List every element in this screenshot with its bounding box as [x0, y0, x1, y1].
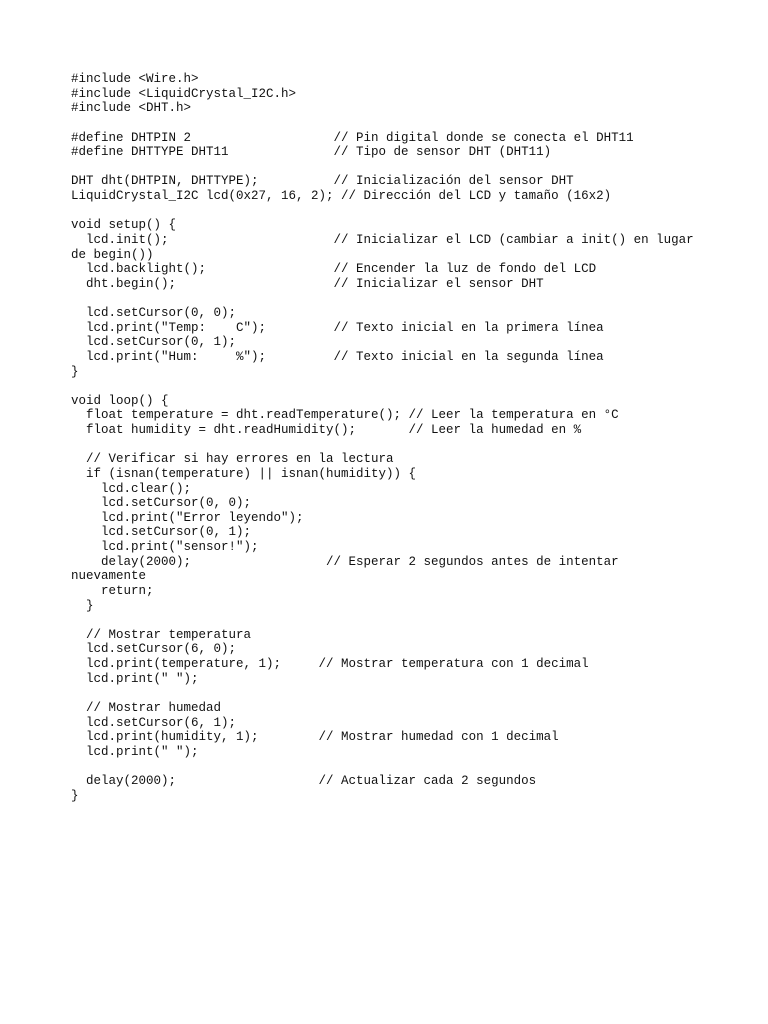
code-line — [71, 379, 694, 394]
code-line: lcd.print(humidity, 1); // Mostrar humedad con 1 decimal — [71, 730, 559, 745]
code-line: #include <LiquidCrystal_I2C.h> — [71, 86, 297, 101]
code-line: if (isnan(temperature) || isnan(humidity)) { — [71, 466, 417, 481]
code-line: lcd.setCursor(0, 0); — [71, 306, 237, 320]
code-line — [71, 160, 694, 175]
code-line: } — [71, 364, 79, 379]
code-line: LiquidCrystal_I2C lcd(0x27, 16, 2); // Dirección del LCD y tamaño (16x2) — [71, 189, 612, 203]
code-line: dht.begin(); // Inicializar el sensor DHT — [71, 276, 544, 291]
code-line: DHT dht(DHTPIN, DHTTYPE); // Inicialización del sensor DHT — [71, 174, 574, 189]
code-line — [71, 116, 694, 131]
code-line: lcd.print(temperature, 1); // Mostrar temperatura con 1 decimal — [71, 657, 589, 671]
code-line: // Mostrar temperatura — [71, 627, 252, 642]
code-line — [71, 438, 694, 453]
code-line: #include <DHT.h> — [71, 101, 192, 116]
code-line: nuevamente — [71, 569, 147, 584]
code-line: // Mostrar humedad — [71, 700, 222, 715]
code-line: #define DHTTYPE DHT11 // Tipo de sensor DHT (DHT11) — [71, 145, 552, 160]
code-line: return; — [71, 583, 154, 598]
code-line: lcd.setCursor(0, 0); — [71, 496, 252, 511]
code-line: lcd.print("sensor!"); — [71, 540, 259, 554]
code-line: lcd.setCursor(6, 0); — [71, 642, 237, 657]
code-line: void loop() { — [71, 393, 169, 408]
code-line: lcd.print("Temp: C"); // Texto inicial en la primera línea — [71, 320, 604, 335]
code-line: lcd.init(); // Inicializar el LCD (cambiar a init() en lugar — [71, 232, 694, 247]
code-line: lcd.print("Hum: %"); // Texto inicial en la segunda línea — [71, 349, 604, 364]
code-line: lcd.setCursor(0, 1); — [71, 525, 252, 540]
code-line: de begin()) — [71, 247, 154, 262]
code-line: float temperature = dht.readTemperature(); // Leer la temperatura en °C — [71, 408, 619, 423]
code-line — [71, 759, 694, 774]
code-line: #include <Wire.h> — [71, 72, 199, 86]
code-line — [71, 291, 694, 306]
code-line: } — [71, 788, 79, 803]
code-line: lcd.print(" "); — [71, 744, 199, 759]
code-line: lcd.setCursor(0, 1); — [71, 335, 237, 350]
code-line: float humidity = dht.readHumidity(); // Leer la humedad en % — [71, 423, 582, 437]
code-line: lcd.setCursor(6, 1); — [71, 715, 237, 730]
code-line: #define DHTPIN 2 // Pin digital donde se conecta el DHT11 — [71, 130, 634, 145]
code-line: delay(2000); // Esperar 2 segundos antes de intentar — [71, 554, 619, 569]
code-line: delay(2000); // Actualizar cada 2 segundos — [71, 774, 537, 788]
code-line: lcd.print(" "); — [71, 671, 199, 686]
code-line — [71, 686, 694, 701]
code-line: } — [71, 598, 94, 613]
code-line: void setup() { — [71, 218, 177, 233]
code-line: lcd.clear(); — [71, 481, 192, 496]
code-listing — [71, 72, 694, 803]
code-line: lcd.backlight(); // Encender la luz de fondo del LCD — [71, 262, 597, 277]
code-line — [71, 613, 694, 628]
code-line — [71, 204, 694, 219]
code-line: lcd.print("Error leyendo"); — [71, 510, 304, 525]
code-line: // Verificar si hay errores en la lectura — [71, 452, 394, 467]
